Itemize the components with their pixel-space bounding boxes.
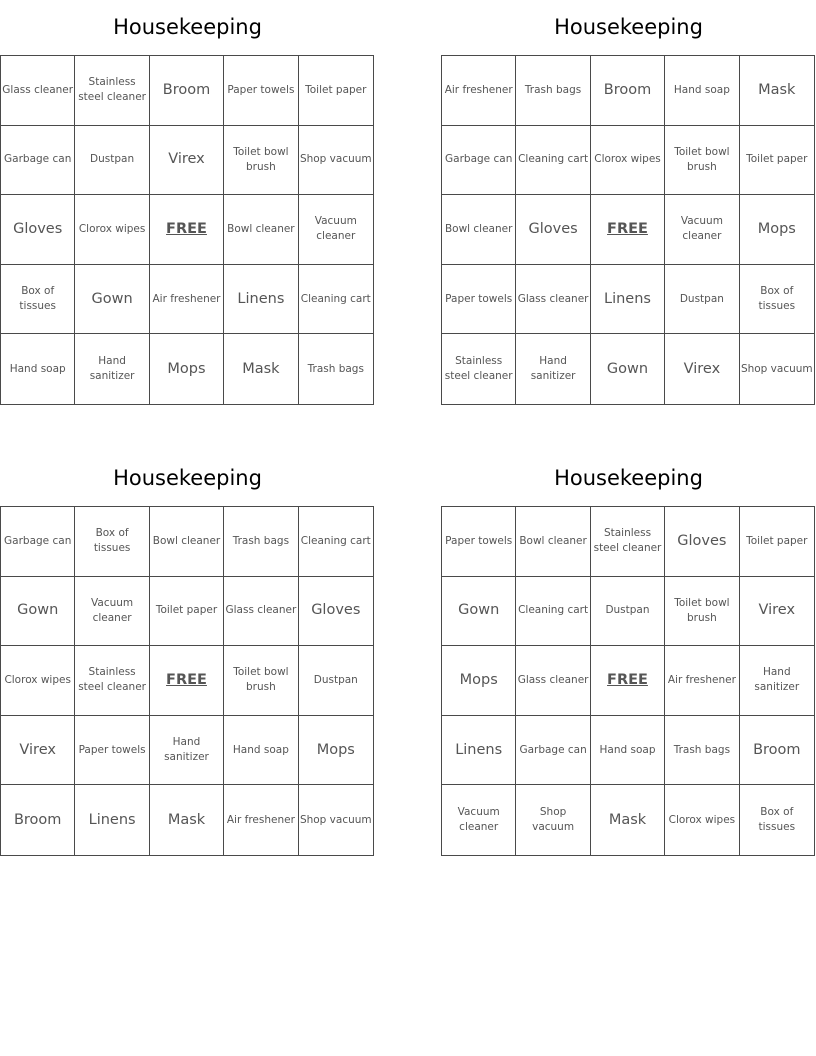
bingo-cell: Broom	[591, 56, 665, 126]
bingo-cell: Bowl cleaner	[516, 507, 590, 577]
bingo-cell: Garbage can	[442, 126, 516, 196]
bingo-cell: Dustpan	[299, 646, 373, 716]
card-title: Housekeeping	[554, 466, 703, 490]
bingo-cell: Air freshener	[442, 56, 516, 126]
bingo-cell: Stainless steel cleaner	[75, 646, 149, 716]
bingo-cell: Mask	[150, 785, 224, 855]
bingo-cell: Gown	[75, 265, 149, 335]
bingo-cell: Garbage can	[1, 507, 75, 577]
bingo-cell: Bowl cleaner	[150, 507, 224, 577]
bingo-cell: Hand sanitizer	[75, 334, 149, 404]
bingo-cell: Garbage can	[1, 126, 75, 196]
bingo-cell: Hand soap	[665, 56, 739, 126]
bingo-cell: Air freshener	[665, 646, 739, 716]
bingo-cell: Shop vacuum	[299, 813, 372, 826]
bingo-cell: Toilet paper	[740, 126, 814, 196]
bingo-cell: Toilet bowl brush	[665, 577, 739, 647]
bingo-cell: Linens	[75, 785, 149, 855]
bingo-cell: Linens	[591, 265, 665, 335]
bingo-cell: Shop vacuum	[516, 785, 590, 855]
bingo-cell: Gown	[591, 334, 665, 404]
bingo-cell: Mops	[150, 334, 224, 404]
bingo-cell: Cleaning cart	[516, 577, 590, 647]
bingo-cell: Stainless steel cleaner	[75, 56, 149, 126]
bingo-cell: Gloves	[1, 195, 75, 265]
bingo-cell: Mops	[740, 195, 814, 265]
bingo-cell: Clorox wipes	[591, 126, 665, 196]
bingo-cell: Mask	[591, 785, 665, 855]
bingo-cell: Box of tissues	[758, 806, 796, 834]
bingo-cell: Box of tissues	[740, 265, 814, 335]
bingo-cell: Clorox wipes	[75, 195, 149, 265]
bingo-cell: Hand soap	[224, 716, 298, 786]
bingo-cell: Paper towels	[442, 265, 516, 335]
free-space: FREE	[591, 195, 665, 265]
bingo-cell: Toilet paper	[299, 56, 373, 126]
card-title: Housekeeping	[554, 15, 703, 39]
bingo-cell: Shop vacuum	[740, 362, 813, 375]
bingo-cell: Linens	[442, 716, 516, 786]
bingo-cell: Box of tissues	[1, 265, 75, 335]
bingo-cell: Mops	[442, 646, 516, 716]
bingo-cell: Air freshener	[224, 785, 298, 855]
bingo-grid	[0, 506, 374, 856]
bingo-cell: Trash bags	[665, 716, 739, 786]
bingo-cell: Gloves	[665, 507, 739, 577]
bingo-cell: Trash bags	[224, 507, 298, 577]
bingo-cell: Trash bags	[307, 362, 364, 375]
bingo-cell: Toilet bowl brush	[224, 126, 298, 196]
bingo-cell: Cleaning cart	[516, 126, 590, 196]
bingo-cell: Virex	[150, 126, 224, 196]
bingo-cell: Bowl cleaner	[224, 195, 298, 265]
bingo-cell: Shop vacuum	[299, 126, 373, 196]
bingo-cell: Broom	[150, 56, 224, 126]
bingo-cell: Mask	[740, 56, 814, 126]
card-title: Housekeeping	[113, 466, 262, 490]
bingo-cell: Hand soap	[591, 716, 665, 786]
bingo-cell: Virex	[740, 577, 814, 647]
bingo-cell: Cleaning cart	[299, 507, 373, 577]
bingo-cell: Glass cleaner	[1, 56, 75, 126]
free-space: FREE	[591, 646, 665, 716]
free-space: FREE	[150, 646, 224, 716]
bingo-cell: Glass cleaner	[224, 577, 298, 647]
bingo-cell: Gloves	[516, 195, 590, 265]
bingo-cell: Hand sanitizer	[516, 334, 590, 404]
bingo-cell: Hand sanitizer	[150, 716, 224, 786]
bingo-cell: Glass cleaner	[516, 265, 590, 335]
bingo-cell: Vacuum cleaner	[665, 195, 739, 265]
bingo-cell: Glass cleaner	[516, 646, 590, 716]
bingo-cell: Stainless steel cleaner	[591, 507, 665, 577]
bingo-cell: Dustpan	[75, 126, 149, 196]
bingo-cell: Clorox wipes	[665, 785, 739, 855]
bingo-cell: Hand sanitizer	[740, 646, 814, 716]
bingo-cell: Gloves	[299, 577, 373, 647]
bingo-cell: Stainless steel cleaner	[442, 334, 516, 404]
bingo-cell: Vacuum cleaner	[442, 785, 516, 855]
bingo-grid	[441, 55, 815, 405]
bingo-cell: Broom	[740, 716, 814, 786]
bingo-cell: Trash bags	[516, 56, 590, 126]
bingo-cell: Mask	[224, 334, 298, 404]
bingo-cell: Air freshener	[150, 265, 224, 335]
bingo-grid	[441, 506, 815, 856]
bingo-cell: Vacuum cleaner	[75, 577, 149, 647]
card-title: Housekeeping	[113, 15, 262, 39]
free-space: FREE	[150, 195, 224, 265]
bingo-cell: Paper towels	[442, 507, 516, 577]
bingo-cell: Box of tissues	[75, 507, 149, 577]
bingo-cell: Cleaning cart	[299, 265, 373, 335]
bingo-cell: Paper towels	[75, 716, 149, 786]
bingo-cell: Hand soap	[1, 334, 75, 404]
bingo-cell: Dustpan	[665, 265, 739, 335]
bingo-cell: Garbage can	[516, 716, 590, 786]
bingo-cell: Broom	[1, 785, 75, 855]
bingo-grid	[0, 55, 374, 405]
bingo-cell: Dustpan	[591, 577, 665, 647]
bingo-cell: Vacuum cleaner	[299, 195, 373, 265]
bingo-cell: Toilet bowl brush	[665, 126, 739, 196]
bingo-cell: Virex	[665, 334, 739, 404]
bingo-cell: Gown	[1, 577, 75, 647]
bingo-cell: Bowl cleaner	[442, 195, 516, 265]
bingo-cell: Mops	[299, 716, 373, 786]
bingo-cell: Paper towels	[224, 56, 298, 126]
bingo-cell: Linens	[224, 265, 298, 335]
bingo-cell: Toilet paper	[740, 507, 814, 577]
bingo-cell: Clorox wipes	[1, 646, 75, 716]
bingo-cell: Toilet paper	[150, 577, 224, 647]
bingo-cell: Virex	[1, 716, 75, 786]
bingo-cell: Gown	[442, 577, 516, 647]
bingo-cell: Toilet bowl brush	[224, 646, 298, 716]
